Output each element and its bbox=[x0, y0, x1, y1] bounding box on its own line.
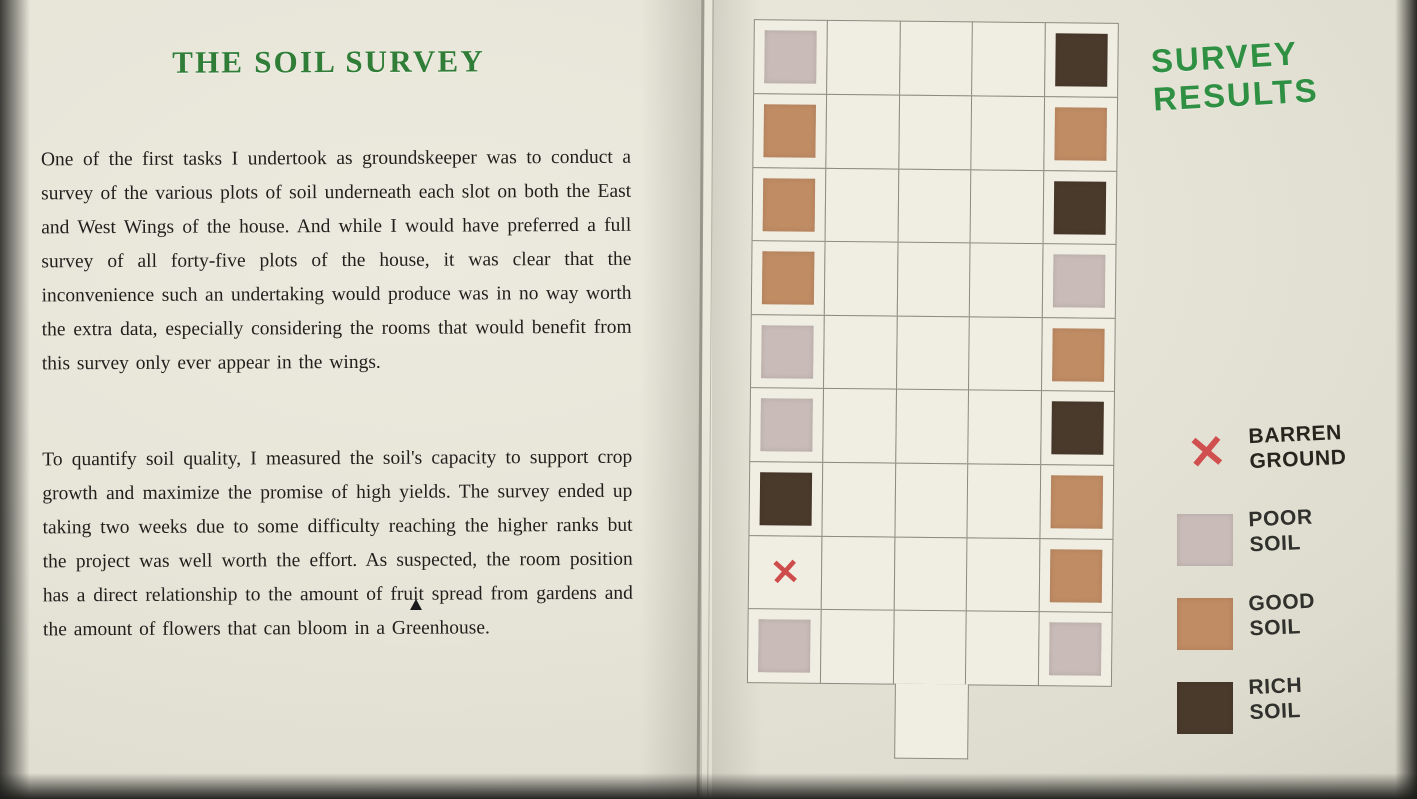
survey-heading-line-2: RESULTS bbox=[1152, 71, 1320, 118]
grid-cell-good[interactable] bbox=[752, 167, 827, 243]
grid-cell-empty[interactable] bbox=[824, 241, 899, 317]
soil-swatch-poor bbox=[1053, 254, 1106, 308]
grid-cell-empty[interactable] bbox=[971, 22, 1046, 98]
survey-heading-line-1: SURVEY bbox=[1150, 34, 1299, 80]
grid-cell-empty[interactable] bbox=[894, 684, 969, 760]
grid-row bbox=[754, 20, 1118, 97]
soil-swatch-good bbox=[764, 104, 817, 158]
soil-swatch-good bbox=[1050, 475, 1103, 529]
soil-swatch-good bbox=[762, 251, 815, 305]
grid-row bbox=[750, 388, 1114, 465]
grid-cell-good[interactable] bbox=[753, 93, 828, 169]
grid-cell-good[interactable] bbox=[751, 240, 826, 316]
grid-cell-empty[interactable] bbox=[966, 537, 1041, 613]
grid-cell-empty[interactable] bbox=[897, 168, 972, 244]
soil-swatch-poor bbox=[758, 620, 811, 674]
left-page bbox=[0, 0, 701, 799]
legend-label-poor: POOR SOIL bbox=[1247, 505, 1314, 557]
grid-row bbox=[753, 94, 1117, 171]
soil-swatch-poor bbox=[761, 399, 814, 453]
grid-cell-empty[interactable] bbox=[822, 388, 897, 464]
soil-swatch-poor bbox=[761, 325, 814, 379]
grid-cell-empty[interactable] bbox=[826, 20, 901, 96]
soil-swatch-good bbox=[1052, 328, 1105, 382]
grid-cell-empty[interactable] bbox=[899, 21, 974, 97]
grid-cell-empty[interactable] bbox=[894, 463, 969, 539]
page-title: THE SOIL SURVEY bbox=[172, 43, 485, 80]
legend-swatch-poor bbox=[1177, 514, 1233, 566]
soil-swatch-good bbox=[1050, 549, 1103, 603]
legend-label-barren: BARREN GROUND bbox=[1247, 421, 1347, 474]
grid-cell-rich[interactable] bbox=[1040, 391, 1115, 467]
grid-cell-rich[interactable] bbox=[1042, 170, 1117, 246]
grid-cell-empty[interactable] bbox=[820, 609, 895, 685]
grid-cell-empty[interactable] bbox=[898, 95, 973, 171]
legend-swatch-rich bbox=[1177, 682, 1233, 734]
grid-row bbox=[749, 535, 1113, 612]
barren-x-icon: ✕ bbox=[1185, 424, 1229, 480]
legend-label-good: GOOD SOIL bbox=[1247, 589, 1316, 641]
grid-cell-poor[interactable] bbox=[753, 19, 828, 95]
grid-cell-empty[interactable] bbox=[824, 167, 899, 243]
legend-label-rich: RICH SOIL bbox=[1247, 673, 1303, 725]
soil-legend bbox=[1177, 421, 1407, 760]
grid-cell-empty[interactable] bbox=[967, 390, 1042, 466]
grid-cell-good[interactable] bbox=[1041, 317, 1116, 393]
legend-row-poor bbox=[1177, 505, 1407, 592]
grid-cell-poor[interactable] bbox=[747, 608, 822, 684]
paragraph-1: One of the first tasks I undertook as groundskeeper was to conduct a survey of the various plots of soil underneath each slot on both the East and West Wings of the house. And while I would have preferred a full survey of all forty-five plots of the house, it was clear that the inconvenience such an undertaking would produce was in no way worth the extra data, especially considering the rooms that would benefit from this survey only ever appear in the wings. bbox=[40, 146, 632, 375]
grid-cell-empty[interactable] bbox=[821, 536, 896, 612]
grid-cell-empty[interactable] bbox=[823, 315, 898, 391]
soil-swatch-rich bbox=[1051, 402, 1104, 456]
grid-cell-good[interactable] bbox=[1039, 464, 1114, 540]
legend-row-good bbox=[1177, 589, 1407, 676]
soil-swatch-rich bbox=[1053, 181, 1106, 235]
survey-results-heading bbox=[1150, 33, 1320, 118]
grid-cell-empty[interactable] bbox=[965, 611, 1040, 687]
grid-row bbox=[752, 241, 1116, 318]
soil-survey-grid bbox=[747, 20, 1118, 760]
grid-cell-poor[interactable] bbox=[750, 314, 825, 390]
grid-cell-empty[interactable] bbox=[969, 243, 1044, 319]
legend-swatch-good bbox=[1177, 598, 1233, 650]
grid-cell-poor[interactable] bbox=[1042, 243, 1117, 319]
grid-row-tail bbox=[895, 684, 1111, 760]
soil-swatch-rich bbox=[760, 472, 813, 526]
grid-row bbox=[753, 167, 1117, 244]
legend-row-barren bbox=[1177, 421, 1407, 508]
soil-swatch-good bbox=[1054, 107, 1107, 161]
grid-cell-empty[interactable] bbox=[970, 95, 1045, 171]
grid-cell-poor[interactable] bbox=[1038, 611, 1113, 687]
grid-cell-empty[interactable] bbox=[896, 315, 971, 391]
grid-cell-good[interactable] bbox=[1038, 538, 1113, 614]
grid-cell-empty[interactable] bbox=[893, 536, 968, 612]
grid-row bbox=[748, 609, 1112, 686]
grid-cell-rich[interactable] bbox=[1044, 22, 1119, 98]
grid-cell-good[interactable] bbox=[1043, 96, 1118, 172]
mouse-cursor bbox=[410, 599, 422, 610]
grid-cell-empty[interactable] bbox=[892, 610, 967, 686]
grid-cell-barren[interactable] bbox=[748, 535, 823, 611]
grid-cell-empty[interactable] bbox=[896, 242, 971, 318]
grid-cell-empty[interactable] bbox=[821, 462, 896, 538]
soil-swatch-poor bbox=[765, 31, 818, 85]
grid-row bbox=[751, 315, 1115, 392]
grid-cell-empty[interactable] bbox=[967, 463, 1042, 539]
grid-cell-empty[interactable] bbox=[825, 94, 900, 170]
barren-x-icon: ✕ bbox=[769, 550, 802, 594]
grid-cell-poor[interactable] bbox=[750, 388, 825, 464]
grid-cell-empty[interactable] bbox=[970, 169, 1045, 245]
grid-row bbox=[749, 462, 1113, 539]
soil-swatch-poor bbox=[1049, 623, 1102, 677]
grid-cell-empty[interactable] bbox=[968, 316, 1043, 392]
soil-swatch-good bbox=[763, 178, 816, 232]
right-page bbox=[700, 0, 1417, 799]
legend-row-rich bbox=[1177, 673, 1407, 760]
soil-swatch-rich bbox=[1055, 34, 1108, 88]
grid-cell-rich[interactable] bbox=[749, 461, 824, 537]
grid-cell-empty[interactable] bbox=[895, 389, 970, 465]
paragraph-2: To quantify soil quality, I measured the soil's capacity to support crop growth and maximize the promise of high yields. The survey ended up taking two weeks due to some difficulty reaching the higher ranks but the project was well worth the effort. As suspected, the room position has a direct relationship to the amount of fruit spread from gardens and the amount of flowers that can bloom in a Greenhouse. bbox=[42, 446, 633, 641]
